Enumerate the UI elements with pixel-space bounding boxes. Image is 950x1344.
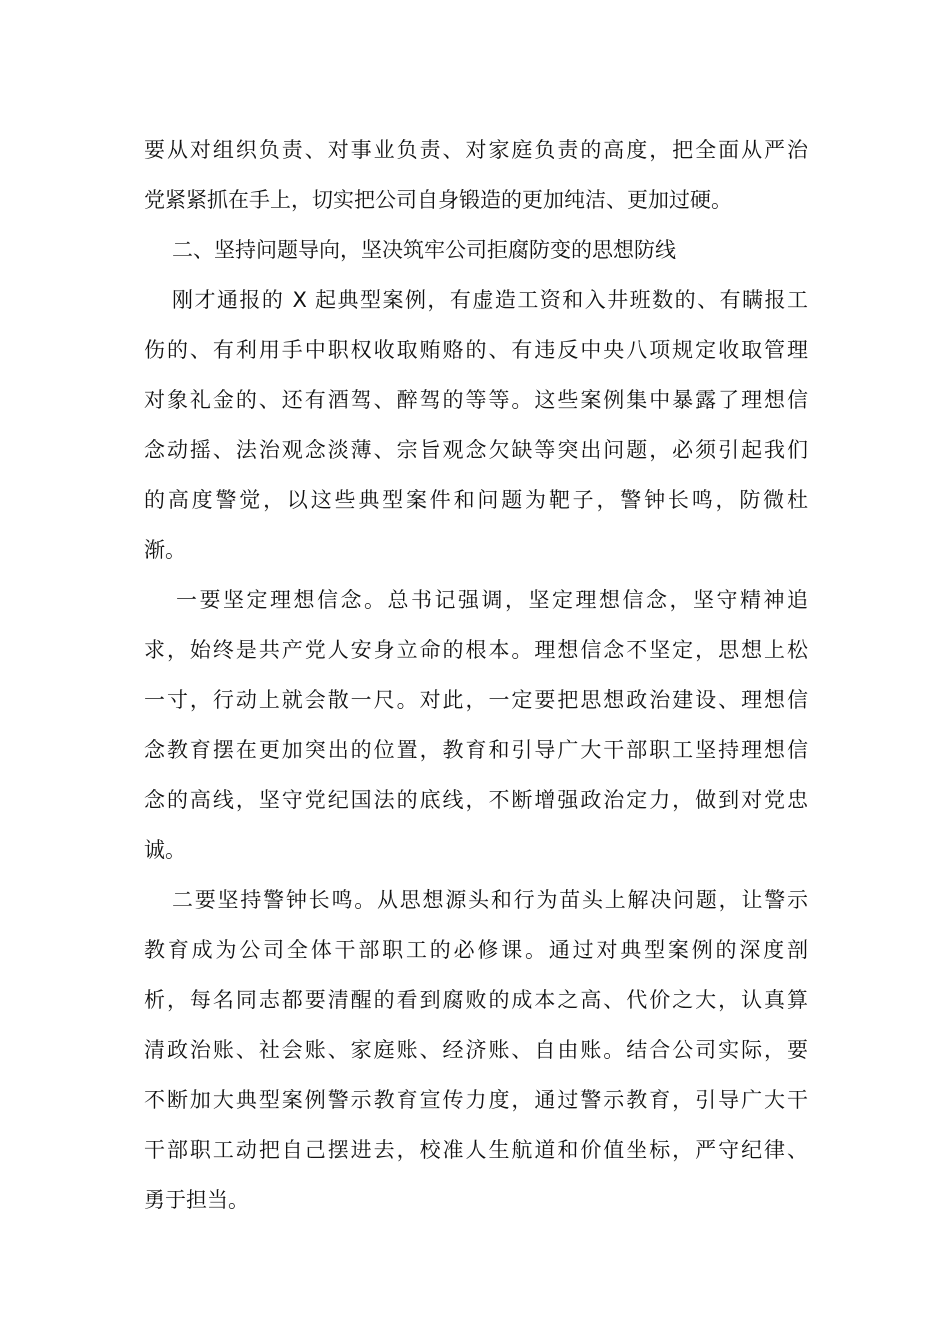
text-line: 析，每名同志都要清醒的看到腐败的成本之高、代价之大，认真算 bbox=[144, 988, 808, 1012]
text-line: 刚才通报的 X 起典型案例，有虚造工资和入井班数的、有瞒报工 bbox=[172, 288, 808, 312]
text-line: 对象礼金的、还有酒驾、醉驾的等等。这些案例集中暴露了理想信 bbox=[144, 388, 808, 412]
text-line: 求，始终是共产党人安身立命的根本。理想信念不坚定，思想上松 bbox=[144, 638, 808, 662]
text-line: 诚。 bbox=[144, 838, 186, 862]
text-line: 要从对组织负责、对事业负责、对家庭负责的高度，把全面从严治 bbox=[144, 138, 808, 162]
text-line: 一要坚定理想信念。总书记强调，坚定理想信念，坚守精神追 bbox=[176, 588, 808, 612]
text-line: 干部职工动把自己摆进去，校准人生航道和价值坐标，严守纪律、 bbox=[144, 1138, 808, 1162]
text-line: 教育成为公司全体干部职工的必修课。通过对典型案例的深度剖 bbox=[144, 938, 808, 962]
text-line: 的高度警觉，以这些典型案件和问题为靶子，警钟长鸣，防微杜 bbox=[144, 488, 808, 512]
text-line: 不断加大典型案例警示教育宣传力度，通过警示教育，引导广大干 bbox=[144, 1088, 808, 1112]
text-line: 渐。 bbox=[144, 538, 186, 562]
section-heading: 二、坚持问题导向，坚决筑牢公司拒腐防变的思想防线 bbox=[172, 238, 676, 262]
text-line: 勇于担当。 bbox=[144, 1188, 249, 1212]
text-line: 二要坚持警钟长鸣。从思想源头和行为苗头上解决问题，让警示 bbox=[172, 888, 808, 912]
text-line: 一寸，行动上就会散一尺。对此，一定要把思想政治建设、理想信 bbox=[144, 688, 808, 712]
text-line: 念教育摆在更加突出的位置，教育和引导广大干部职工坚持理想信 bbox=[144, 738, 808, 762]
text-line: 党紧紧抓在手上，切实把公司自身锻造的更加纯洁、更加过硬。 bbox=[144, 188, 732, 212]
text-line: 念动摇、法治观念淡薄、宗旨观念欠缺等突出问题，必须引起我们 bbox=[144, 438, 808, 462]
text-line: 清政治账、社会账、家庭账、经济账、自由账。结合公司实际，要 bbox=[144, 1038, 808, 1062]
text-line: 伤的、有利用手中职权收取贿赂的、有违反中央八项规定收取管理 bbox=[144, 338, 808, 362]
text-line: 念的高线，坚守党纪国法的底线，不断增强政治定力，做到对党忠 bbox=[144, 788, 808, 812]
